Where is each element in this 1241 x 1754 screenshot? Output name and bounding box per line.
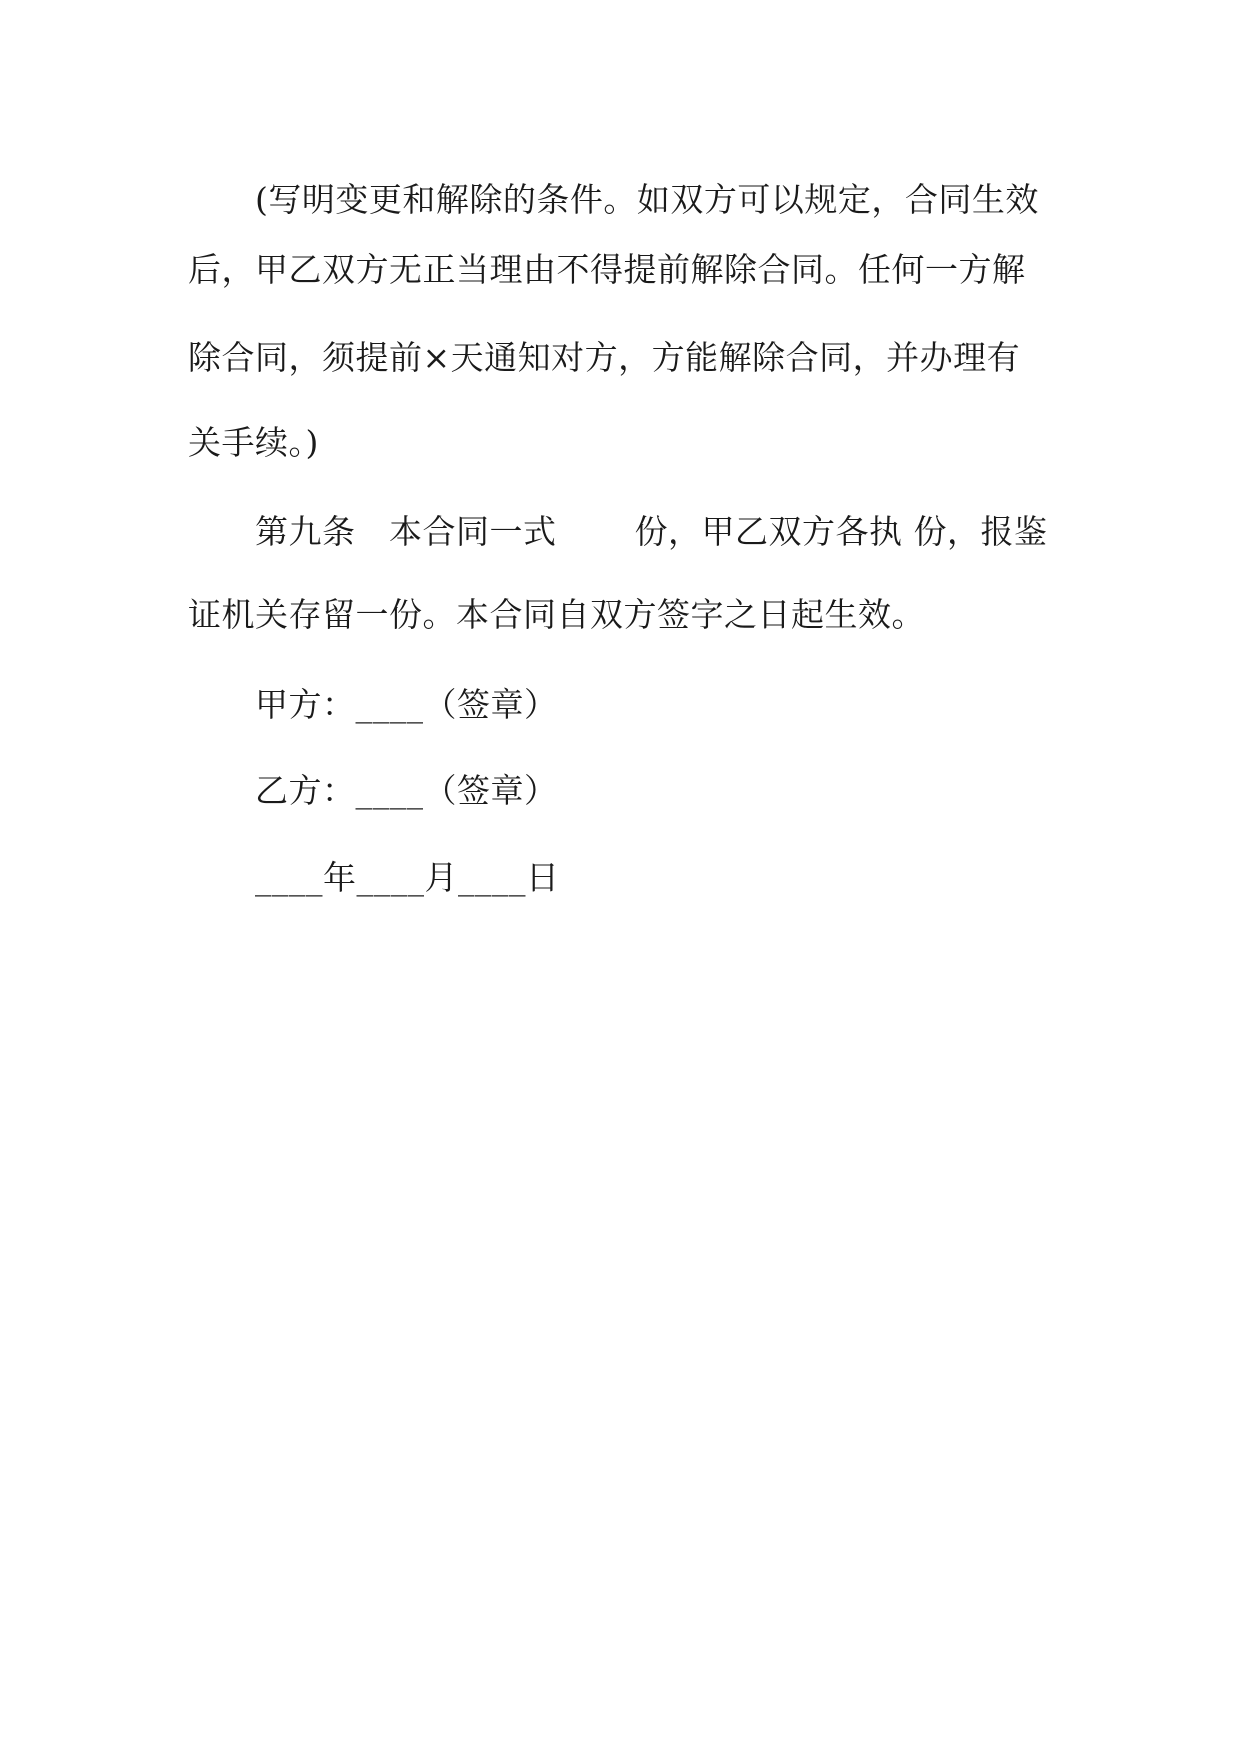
party-a-signature: 甲方：____（签章） — [255, 685, 558, 724]
clause-text-line: 除合同，须提前×天通知对方，方能解除合同，并办理有 — [188, 338, 1021, 377]
party-b-signature: 乙方：____（签章） — [255, 771, 558, 810]
clause-text-line: (写明变更和解除的条件。如双方可以规定，合同生效 — [255, 180, 1039, 219]
clause-text-line: 后，甲乙双方无正当理由不得提前解除合同。任何一方解 — [188, 250, 1026, 289]
article-9-line: 证机关存留一份。本合同自双方签字之日起生效。 — [188, 595, 925, 634]
signature-date: ____年____月____日 — [255, 858, 560, 897]
article-9-line: 第九条 本合同一式 份，甲乙双方各执 份，报鉴 — [255, 512, 1048, 551]
clause-text-line: 关手续。) — [188, 423, 319, 462]
